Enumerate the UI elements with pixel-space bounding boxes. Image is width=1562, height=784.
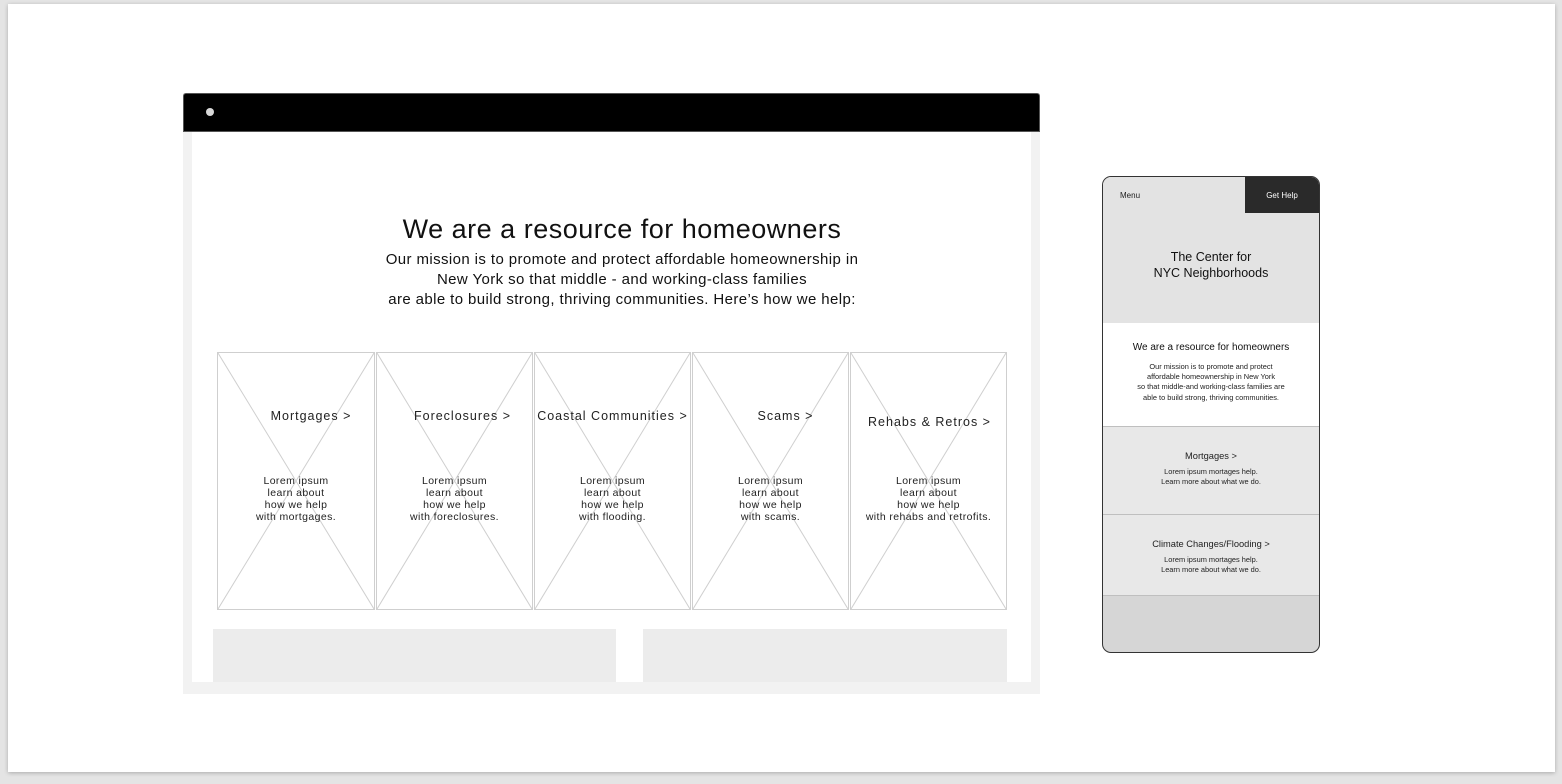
get-help-button[interactable]: Get Help xyxy=(1245,177,1319,213)
card-description xyxy=(851,475,1006,523)
card-description xyxy=(218,475,374,523)
card-rehabs-retros[interactable] xyxy=(850,352,1007,610)
mobile-section-mortgages[interactable] xyxy=(1103,427,1319,515)
mobile-section-climate[interactable] xyxy=(1103,515,1319,596)
card-line: Lorem ipsum xyxy=(579,475,646,487)
section-line: Lorem ipsum mortages help. xyxy=(1164,467,1258,476)
hero-mission-text xyxy=(192,250,1031,310)
mobile-nav-bar xyxy=(1103,177,1319,213)
card-line: how we help xyxy=(264,499,328,511)
card-line: with rehabs and retrofits. xyxy=(865,511,992,523)
window-dot-icon xyxy=(206,108,214,116)
card-title[interactable]: Mortgages > xyxy=(270,409,352,423)
section-line: Lorem ipsum mortages help. xyxy=(1164,555,1258,564)
content-block-right xyxy=(643,629,1007,682)
hero-title: We are a resource for homeowners xyxy=(402,214,842,244)
card-line: how we help xyxy=(423,499,486,511)
card-description xyxy=(377,475,532,523)
about-line: able to build strong, thriving communities. xyxy=(1143,392,1279,402)
card-line: learn about xyxy=(267,487,325,499)
card-line: learn about xyxy=(900,487,957,499)
card-title[interactable]: Foreclosures > xyxy=(413,409,512,423)
card-line: learn about xyxy=(584,487,641,499)
card-line: Lorem ipsum xyxy=(895,475,962,487)
card-line: with foreclosures. xyxy=(410,511,499,523)
browser-top-bar xyxy=(183,93,1040,132)
about-title: We are a resource for homeowners xyxy=(1132,342,1290,353)
hero-line: New York so that middle - and working-class families xyxy=(436,271,808,288)
section-text xyxy=(1103,555,1319,575)
section-title[interactable]: Climate Changes/Flooding > xyxy=(1152,539,1270,549)
card-title[interactable]: Scams > xyxy=(757,409,814,423)
desktop-page xyxy=(192,132,1031,682)
org-name-line: NYC Neighborhoods xyxy=(1153,266,1269,280)
card-line: with mortgages. xyxy=(255,511,337,523)
card-line: Lorem ipsum xyxy=(263,475,329,487)
menu-button[interactable]: Menu xyxy=(1120,191,1141,200)
card-line: how we help xyxy=(739,499,802,511)
content-block-left xyxy=(213,629,616,682)
org-name-line: The Center for xyxy=(1170,250,1252,264)
card-line: Lorem ipsum xyxy=(737,475,804,487)
about-text xyxy=(1103,362,1319,403)
card-line: how we help xyxy=(897,499,960,511)
card-coastal-communities[interactable] xyxy=(534,352,691,610)
org-name xyxy=(1103,249,1319,281)
card-line: learn about xyxy=(742,487,799,499)
card-title[interactable]: Rehabs & Retros > xyxy=(868,415,991,429)
card-line: Lorem ipsum xyxy=(421,475,488,487)
hero-line: are able to build strong, thriving communities. Here’s how we help: xyxy=(388,291,856,308)
mobile-about-section xyxy=(1103,323,1319,427)
card-foreclosures[interactable] xyxy=(376,352,533,610)
artboard xyxy=(8,4,1555,772)
section-line: Learn more about what we do. xyxy=(1161,477,1261,487)
card-line: learn about xyxy=(426,487,483,499)
desktop-wireframe xyxy=(183,93,1040,694)
mobile-hero xyxy=(1103,213,1319,323)
hero-line: Our mission is to promote and protect affordable homeownership in xyxy=(385,251,859,268)
card-title[interactable]: Coastal Communities > xyxy=(537,409,688,423)
section-line: Learn more about what we do. xyxy=(1161,565,1261,575)
about-line: so that middle-and working-class families are xyxy=(1137,382,1285,392)
card-line: with scams. xyxy=(740,511,801,523)
section-text xyxy=(1103,467,1319,487)
card-description xyxy=(693,475,848,523)
card-mortgages[interactable] xyxy=(217,352,375,610)
about-line: Our mission is to promote and protect xyxy=(1149,362,1273,371)
card-line: how we help xyxy=(581,499,644,511)
card-line: with flooding. xyxy=(579,511,646,523)
mobile-wireframe xyxy=(1102,176,1320,653)
card-scams[interactable] xyxy=(692,352,849,610)
card-description xyxy=(535,475,690,523)
section-title[interactable]: Mortgages > xyxy=(1185,451,1237,461)
about-line: affordable homeownership in New York xyxy=(1146,372,1276,382)
